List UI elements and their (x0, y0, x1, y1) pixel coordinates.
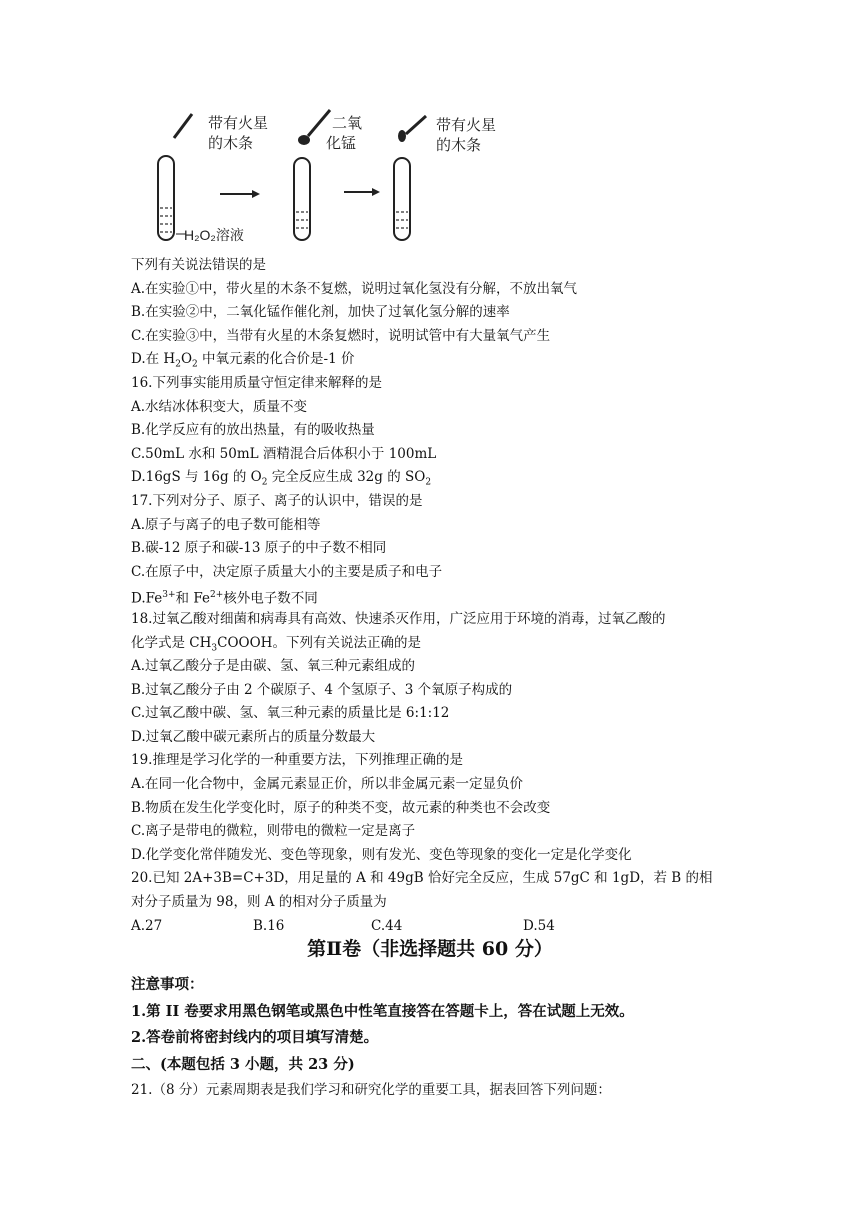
section-title: 第Ⅱ卷（非选择题共 60 分） (307, 938, 553, 960)
splint-label-3-line1: 带有火星 (436, 117, 497, 134)
q17-option-c: C.在原子中，决定原子质量大小的主要是质子和电子 (131, 563, 443, 580)
q18-option-d: D.过氧乙酸中碳元素所占的质量分数最大 (131, 728, 376, 745)
q20-option-a: A.27 (131, 917, 163, 934)
splint-label-3-line2: 的木条 (436, 137, 482, 154)
notes-heading: 注意事项： (131, 976, 204, 993)
q18-stem-line1: 18.过氧乙酸对细菌和病毒具有高效、快速杀灭作用，广泛应用于环境的消毒，过氧乙酸的 (131, 610, 666, 627)
test-tube-1 (158, 114, 192, 240)
notes-item-1: 1.第 II 卷要求用黑色钢笔或黑色中性笔直接答在答题卡上，答在试题上无效。 (131, 1002, 634, 1020)
test-tube-2 (294, 110, 330, 240)
q15-stem: 下列有关说法错误的是 (131, 257, 266, 273)
q17-stem: 17.下列对分子、原子、离子的认识中，错误的是 (131, 492, 423, 509)
q15-option-d: D.在 $H_2O_2$ 中氧元素的化合价是-1 价 (131, 351, 355, 371)
splint-label-1-line2: 的木条 (208, 135, 254, 152)
q16-option-c: C.50mL 水和 50mL 酒精混合后体积小于 100mL (131, 445, 437, 462)
mno2-label-line2: 化锰 (326, 135, 357, 152)
q21-stem: 21.（8 分）元素周期表是我们学习和研究化学的重要工具，据表回答下列问题： (131, 1082, 611, 1098)
q16-option-b: B.化学反应有的放出热量，有的吸收热量 (131, 422, 375, 439)
q17-option-a: A.原子与离子的电子数可能相等 (131, 516, 321, 533)
notes-block (131, 972, 771, 1102)
part-two-heading: 二、(本题包括 3 小题，共 23 分) (131, 1055, 355, 1073)
q20-option-b: B.16 (253, 917, 285, 934)
q15-option-b: B.在实验②中，二氧化锰作催化剂，加快了过氧化氢分解的速率 (131, 304, 510, 321)
q19-option-d: D.化学变化常伴随发光、变色等现象，则有发光、变色等现象的变化一定是化学变化 (131, 846, 632, 863)
splint-label-1-line1: 带有火星 (208, 115, 269, 132)
experiment-figure (140, 100, 580, 250)
question-lines (131, 254, 751, 938)
test-tube-3 (394, 116, 426, 240)
q20-stem-line1: 20.已知 2A+3B=C+3D，用足量的 A 和 49gB 恰好完全反应，生成 57gC 和 1gD，若 B 的相 (131, 870, 713, 887)
q20-stem-line2: 对分子质量为 98，则 A 的相对分子质量为 (131, 894, 387, 911)
q19-option-b: B.物质在发生化学变化时，原子的种类不变，故元素的种类也不会改变 (131, 799, 551, 816)
q15-option-c: C.在实验③中，当带有火星的木条复燃时，说明试管中有大量氧气产生 (131, 327, 551, 344)
q20-option-d: D.54 (523, 917, 555, 934)
q19-stem: 19.推理是学习化学的一种重要方法，下列推理正确的是 (131, 752, 463, 769)
q17-option-d: $D.Fe^{3+}$和 $Fe^{2+}$核外电子数不同 (131, 590, 318, 607)
solution-label: H₂O₂溶液 (184, 227, 244, 243)
q16-option-a: A.水结冰体积变大，质量不变 (131, 398, 308, 415)
q18-option-a: A.过氧乙酸分子是由碳、氢、氧三种元素组成的 (131, 658, 416, 675)
mno2-label-line1: 二氧 (332, 115, 363, 132)
q18-option-b: B.过氧乙酸分子由 2 个碳原子、4 个氢原子、3 个氧原子构成的 (131, 681, 513, 698)
q16-stem: 16.下列事实能用质量守恒定律来解释的是 (131, 374, 382, 391)
q18-option-c: C.过氧乙酸中碳、氢、氧三种元素的质量比是 6:1:12 (131, 705, 450, 722)
q18-stem-line2: 化学式是 $CH_3COOOH$。下列有关说法正确的是 (131, 634, 421, 654)
q20-option-c: C.44 (371, 917, 403, 934)
q19-option-a: A.在同一化合物中，金属元素显正价，所以非金属元素一定显负价 (131, 776, 524, 793)
q17-option-b: B.碳-12 原子和碳-13 原子的中子数不相同 (131, 540, 387, 557)
q16-option-d: D.16gS 与 16g 的 $O_2$ 完全反应生成 32g 的 $SO_2$ (131, 469, 432, 489)
q15-option-a: A.在实验①中，带火星的木条不复燃，说明过氧化氢没有分解，不放出氧气 (131, 280, 578, 297)
experiment-diagram (140, 100, 580, 250)
notes-item-2: 2.答卷前将密封线内的项目填写清楚。 (131, 1029, 379, 1046)
q19-option-c: C.离子是带电的微粒，则带电的微粒一定是离子 (131, 823, 416, 840)
